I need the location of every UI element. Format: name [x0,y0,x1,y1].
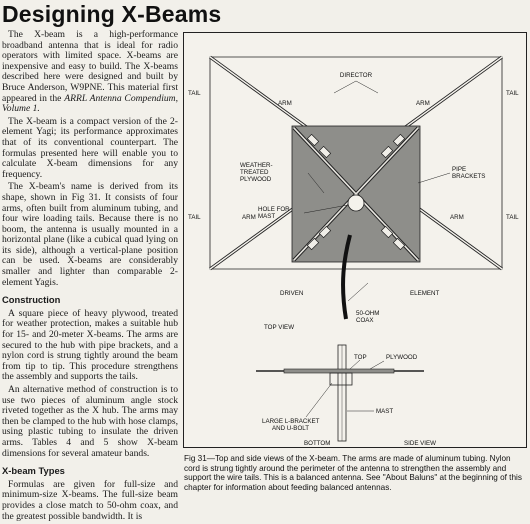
article-body [2,30,178,524]
label-side-top: TOP [354,354,367,361]
label-side-bottom: BOTTOM [304,440,331,447]
label-arm-bl: ARM [242,214,256,221]
label-pipe-2: BRACKETS [452,173,486,180]
label-arm-br: ARM [450,214,464,221]
label-tail-bl: TAIL [188,214,201,221]
label-hole-2: MAST [258,213,276,220]
paragraph-plywood: A square piece of heavy plywood, treated for weather protection, makes a suitable hub for 15- and 20-meter X-beams. The arms are secured to the hub with pipe brackets, and a nylon cord is strung tightly around the beam from tip to tip. This procedure strengthens the assembly and supports the tails. [2,307,178,383]
label-side-mast: MAST [376,408,394,415]
paragraph-compact: The X-beam is a compact version of the 2-element Yagi; its performance approximates that of its conventional counterpart. The formulas presented here will enable you to calculate X-beam dimensions for any frequency. [2,115,178,180]
label-tail-tl: TAIL [188,90,201,97]
label-side-plywood: PLYWOOD [386,354,418,361]
label-plywood-2: TREATED [240,169,269,176]
paragraph-alternative: An alternative method of construction is to use two pieces of aluminum angle stock riveted together as the X hub. The arms may then be clamped to the hub with hose clamps, using plastic tubing to insulate the driven arms. Tables 4 and 5 show X-beam dimensions for several amateur bands. [2,384,178,459]
paragraph-intro: The X-beam is a high-performance broadband antenna that is ideal for radio operators with limited space. X-beams are inexpensive and easy to build. The X-beams described here were designed and built by Bruce Anderson, W9PNE. This material first appeared in the ARRL Antenna Compendium, Volume 1. [2,29,178,115]
source-title: ARRL Antenna Compendium, Volume 1. [2,92,178,115]
label-tail-br: TAIL [506,214,519,221]
label-top-view: TOP VIEW [264,324,295,331]
side-plywood [284,369,394,373]
label-director: DIRECTOR [339,72,373,79]
paragraph-shape: The X-beam's name is derived from its shape, shown in Fig 31. It consists of four arms, often built from aluminum tubing, and four wire loading tails. Because there is no boom, the antenna is usually mounted in a horizontal plane (like a cubical quad lying on its side), although a vertical-plane position can be used. X-beams are considerably smaller and lighter than comparable 2-element Yagis. [2,181,178,288]
label-plywood-1: WEATHER- [240,162,273,169]
figure-box [183,32,527,448]
figure-caption: Fig 31—Top and side views of the X-beam. The arms are made of aluminum tubing. Nylon cord is strung tightly around the perimeter of the antenna to strengthen the assembly and support the wire tails. This is a balanced antenna. See "About Baluns" at the beginning of this chapter for information about feeding balanced antennas. [184,454,522,492]
article-title: Designing X-Beams [2,1,222,27]
label-arm-tl: ARM [278,100,292,107]
label-pipe-1: PIPE [452,166,467,173]
label-driven: DRIVEN [280,290,304,297]
mast-hole [348,195,364,211]
figure-drawing [184,33,528,449]
label-plywood-3: PLYWOOD [240,176,272,183]
label-hole-1: HOLE FOR [258,206,290,213]
label-arm-tr: ARM [416,100,430,107]
label-bracket-2: AND U-BOLT [272,425,310,432]
label-bracket-1: LARGE L-BRACKET [262,418,320,425]
label-coax-1: 50-OHM [356,310,380,317]
heading-types: X-beam Types [2,465,65,477]
label-side-view: SIDE VIEW [404,440,436,447]
label-tail-tr: TAIL [506,90,519,97]
heading-construction: Construction [2,294,61,306]
paragraph-types: Formulas are given for full-size and minimum-size X-beams. The full-size beam provides a close match to 50-ohm coax, and the greatest possible bandwidth. It is [2,478,178,522]
label-element: ELEMENT [410,290,440,297]
label-coax-2: COAX [356,317,374,324]
